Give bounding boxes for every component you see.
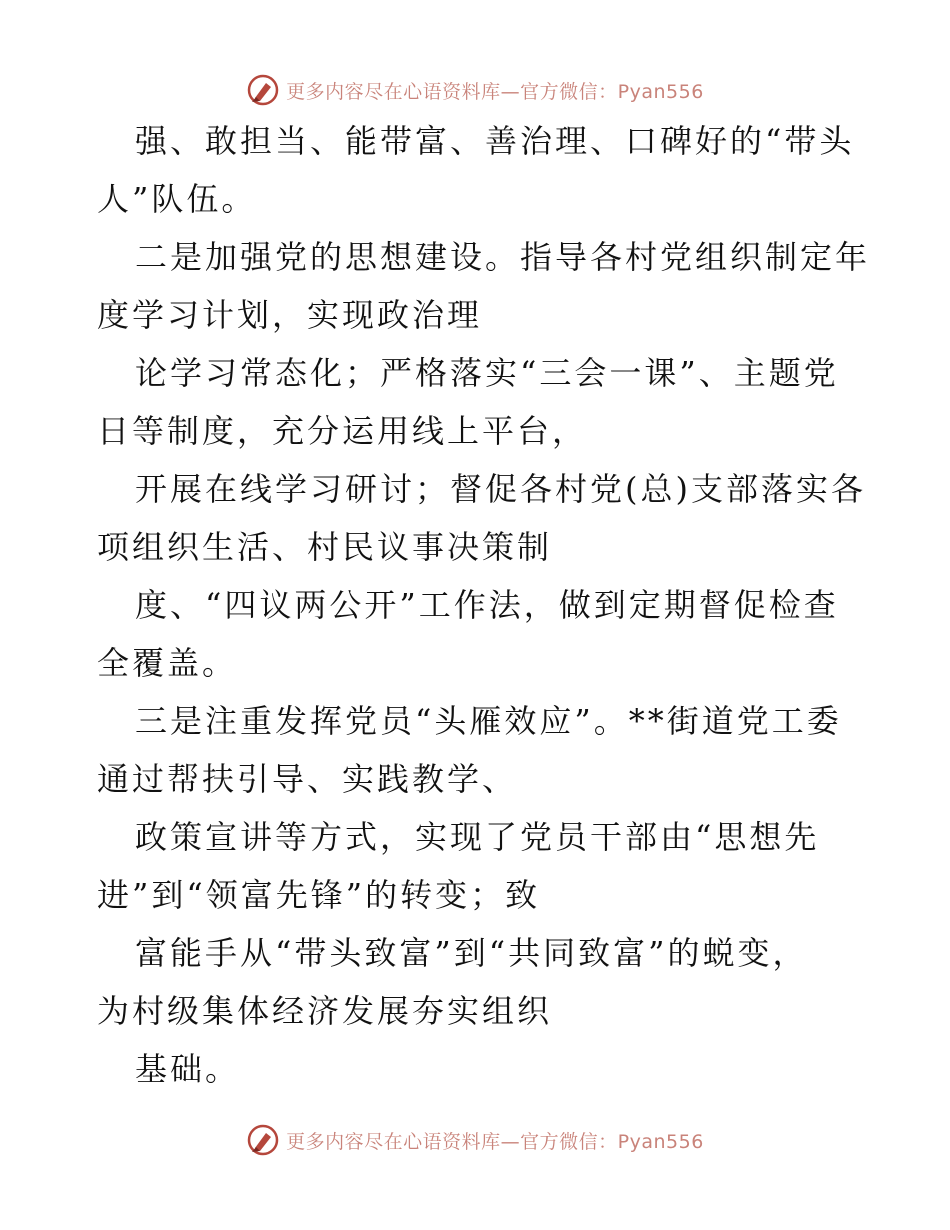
document-body xyxy=(97,122,871,1111)
text-line: 项组织生活、村民议事决策制 xyxy=(97,528,553,566)
text-line: 政策宣讲等方式，实现了党员干部由“思想先 xyxy=(135,818,820,856)
text-line: 三是注重发挥党员“头雁效应”。**街道党工委 xyxy=(135,702,842,740)
text-line: 强、敢担当、能带富、善治理、口碑好的“带头 xyxy=(135,122,855,160)
text-line: 全覆盖。 xyxy=(97,644,238,682)
footer-watermark-group xyxy=(246,1123,704,1157)
text-line: 人”队伍。 xyxy=(97,180,257,218)
footer-watermark-banner xyxy=(0,1120,950,1160)
text-line: 为村级集体经济发展夯实组织 xyxy=(97,992,553,1030)
watermark-text: 更多内容尽在心语资料库—官方微信：Pyan556 xyxy=(286,80,704,103)
text-line: 日等制度，充分运用线上平台， xyxy=(97,412,588,450)
text-line: 二是加强党的思想建设。指导各村党组织制定年 xyxy=(135,238,871,276)
text-line: 度、“四议两公开”工作法，做到定期督促检查 xyxy=(135,586,839,624)
pen-logo-icon xyxy=(246,73,280,107)
text-line: 基础。 xyxy=(135,1050,241,1088)
pen-logo-icon xyxy=(246,1123,280,1157)
text-line: 进”到“领富先锋”的转变；致 xyxy=(97,876,541,914)
text-line: 通过帮扶引导、实践教学、 xyxy=(97,760,518,798)
header-watermark-group xyxy=(246,73,704,107)
text-line: 富能手从“带头致富”到“共同致富”的蜕变， xyxy=(135,934,808,972)
text-line: 论学习常态化；严格落实“三会一课”、主题党 xyxy=(135,354,839,392)
text-line: 开展在线学习研讨；督促各村党(总)支部落实各 xyxy=(135,470,866,508)
watermark-text: 更多内容尽在心语资料库—官方微信：Pyan556 xyxy=(286,1130,704,1153)
text-line: 度学习计划，实现政治理 xyxy=(97,296,483,334)
header-watermark-banner xyxy=(0,70,950,110)
